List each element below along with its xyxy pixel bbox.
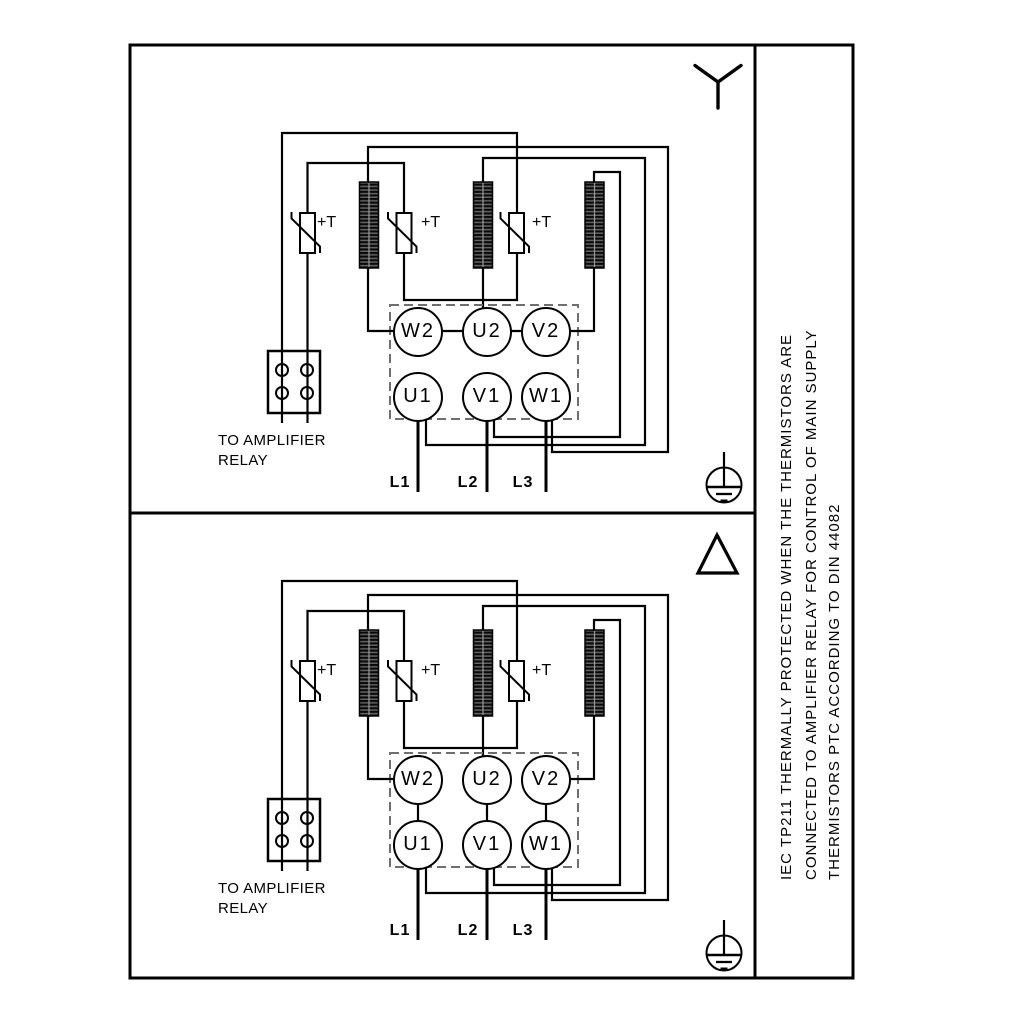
terminal-label-w1: W1 — [529, 833, 563, 856]
thermistor-label: +T — [532, 662, 552, 679]
side-note-line3: THERMISTORS PTC ACCORDING TO DIN 44082 — [826, 503, 843, 880]
relay-caption-line2: RELAY — [218, 900, 269, 917]
thermistor-label: +T — [317, 662, 337, 679]
supply-label-l2: L2 — [457, 474, 479, 491]
terminal-label-u1: U1 — [403, 385, 433, 408]
side-note-line2: CONNECTED TO AMPLIFIER RELAY FOR CONTROL OF MAIN SUPPLY — [803, 329, 820, 880]
terminal-label-v2: V2 — [531, 320, 561, 343]
supply-label-l3: L3 — [512, 922, 534, 939]
delta-panel — [268, 535, 742, 971]
thermistor-label: +T — [532, 214, 552, 231]
relay-caption-line1: TO AMPLIFIER — [218, 880, 326, 897]
terminal-label-u2: U2 — [472, 320, 502, 343]
relay-caption-line1: TO AMPLIFIER — [218, 432, 326, 449]
star-connection-icon — [695, 66, 741, 109]
star-panel — [268, 66, 742, 503]
terminal-label-w2: W2 — [401, 768, 435, 791]
thermistor-label: +T — [421, 662, 441, 679]
star-circuit-wires — [268, 133, 668, 492]
terminal-label-v1: V1 — [472, 385, 502, 408]
delta-circuit-wires — [268, 581, 668, 940]
relay-caption-line2: RELAY — [218, 452, 269, 469]
terminal-label-u1: U1 — [403, 833, 433, 856]
terminal-label-w1: W1 — [529, 385, 563, 408]
terminal-label-v2: V2 — [531, 768, 561, 791]
supply-label-l2: L2 — [457, 922, 479, 939]
supply-label-l1: L1 — [389, 922, 411, 939]
thermistor-label: +T — [317, 214, 337, 231]
thermistor-label: +T — [421, 214, 441, 231]
supply-label-l3: L3 — [512, 474, 534, 491]
supply-label-l1: L1 — [389, 474, 411, 491]
delta-connection-icon — [698, 535, 737, 573]
earth-icon — [707, 920, 742, 971]
terminal-label-v1: V1 — [472, 833, 502, 856]
earth-icon — [707, 452, 742, 503]
side-note-line1: IEC TP211 THERMALLY PROTECTED WHEN THE THERMISTORS ARE — [778, 333, 795, 880]
terminal-label-u2: U2 — [472, 768, 502, 791]
terminal-label-w2: W2 — [401, 320, 435, 343]
